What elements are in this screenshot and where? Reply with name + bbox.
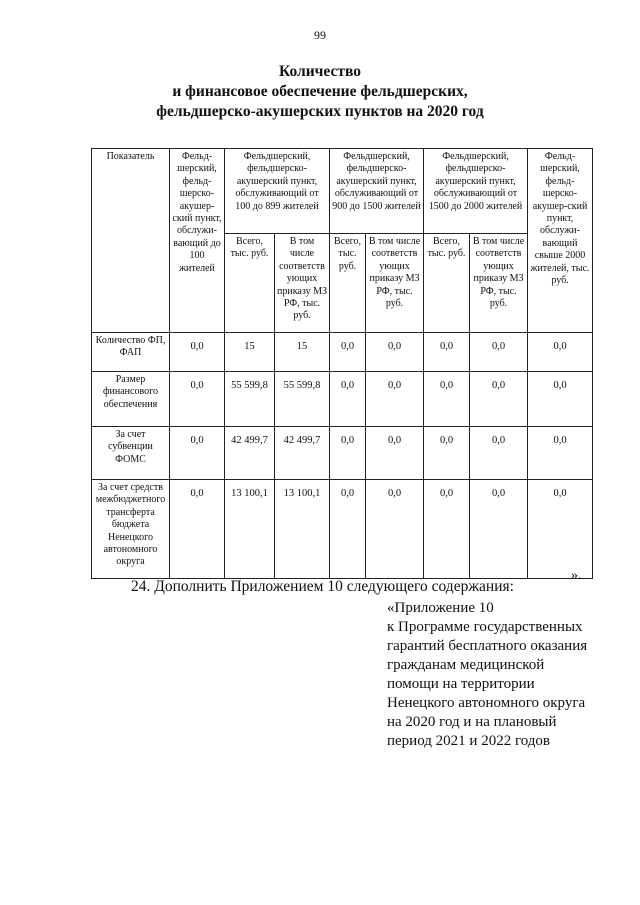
table-cell: 0,0 — [528, 480, 593, 579]
row-label: За счет субвенции ФОМС — [92, 427, 170, 480]
table-cell: 0,0 — [170, 372, 225, 427]
header-g2-total: Всего, тыс. руб. — [330, 234, 366, 333]
table-cell: 0,0 — [330, 372, 366, 427]
header-fp-up-to-100: Фельд-шерский, фельд-шерско-акушер-ский пункт, обслужи-вающий до 100 жителей — [170, 149, 225, 333]
table-cell: 0,0 — [330, 427, 366, 480]
table-cell: 15 — [225, 333, 275, 372]
header-indicator: Показатель — [92, 149, 170, 333]
header-row-1 — [92, 149, 593, 234]
appendix-line-4: гражданам медицинской — [387, 657, 545, 673]
header-g1-incl: В том числе соответств ующих приказу МЗ РФ, тыс. руб. — [275, 234, 330, 333]
header-group-100-899: Фельдшерский, фельдшерско-акушерский пункт, обслуживающий от 100 до 899 жителей — [225, 149, 330, 234]
table-row — [92, 333, 593, 372]
table-cell: 55 599,8 — [225, 372, 275, 427]
header-g3-total: Всего, тыс. руб. — [424, 234, 470, 333]
header-g1-total: Всего, тыс. руб. — [225, 234, 275, 333]
table-row — [92, 427, 593, 480]
table-cell: 0,0 — [528, 427, 593, 480]
header-g2-incl: В том числе соответств ующих приказу МЗ РФ, тыс. руб. — [366, 234, 424, 333]
header-fp-over-2000: Фельд-шерский, фельд-шерско-акушер-ский пункт, обслужи-вающий свыше 2000 жителей, тыс. руб. — [528, 149, 593, 333]
title-line-2: и финансовое обеспечение фельдшерских, — [172, 83, 468, 100]
table-row — [92, 372, 593, 427]
table-cell: 0,0 — [424, 333, 470, 372]
appendix-line-8: период 2021 и 2022 годов — [387, 733, 551, 749]
row-label: За счет средств межбюджетного трансферта бюджета Ненецкого автономного округа — [92, 480, 170, 579]
table-cell: 0,0 — [528, 333, 593, 372]
table-cell: 0,0 — [170, 427, 225, 480]
appendix-line-6: Ненецкого автономного округа — [387, 695, 586, 711]
header-g3-incl: В том числе соответств ующих приказу МЗ РФ, тыс. руб. — [470, 234, 528, 333]
table-cell: 0,0 — [366, 427, 424, 480]
table-cell: 42 499,7 — [225, 427, 275, 480]
header-group-900-1500: Фельдшерский, фельдшерско-акушерский пункт, обслуживающий от 900 до 1500 жителей — [330, 149, 424, 234]
title-line-1: Количество — [279, 63, 361, 80]
table-cell: 42 499,7 — [275, 427, 330, 480]
table-cell: 13 100,1 — [225, 480, 275, 579]
table-cell: 0,0 — [470, 427, 528, 480]
table-cell: 13 100,1 — [275, 480, 330, 579]
table-cell: 0,0 — [366, 480, 424, 579]
table-cell: 0,0 — [366, 333, 424, 372]
appendix-line-5: помощи на территории — [387, 676, 535, 692]
table-cell: 0,0 — [330, 333, 366, 372]
table-cell: 0,0 — [528, 372, 593, 427]
table-cell: 0,0 — [424, 480, 470, 579]
table-cell: 0,0 — [170, 480, 225, 579]
table-cell: 0,0 — [170, 333, 225, 372]
table-cell: 15 — [275, 333, 330, 372]
appendix-line-1: «Приложение 10 — [387, 600, 494, 616]
header-group-1500-2000: Фельдшерский, фельдшерско-акушерский пункт, обслуживающий от 1500 до 2000 жителей — [424, 149, 528, 234]
table-cell: 0,0 — [330, 480, 366, 579]
appendix-line-7: на 2020 год и на плановый — [387, 714, 557, 730]
closing-quote-mark: ». — [571, 568, 582, 583]
table-cell: 0,0 — [424, 372, 470, 427]
appendix-line-2: к Программе государственных — [387, 619, 583, 635]
table-cell: 0,0 — [470, 480, 528, 579]
document-title — [100, 62, 540, 122]
row-label: Размер финансового обеспечения — [92, 372, 170, 427]
row-label: Количество ФП, ФАП — [92, 333, 170, 372]
table-row — [92, 480, 593, 579]
appendix-header — [387, 599, 607, 751]
table-cell: 0,0 — [424, 427, 470, 480]
appendix-line-3: гарантий бесплатного оказания — [387, 638, 588, 654]
financing-table — [91, 148, 593, 579]
table-cell: 0,0 — [470, 372, 528, 427]
page-number: 99 — [314, 28, 326, 42]
table-cell: 0,0 — [470, 333, 528, 372]
table-cell: 55 599,8 — [275, 372, 330, 427]
title-line-3: фельдшерско-акушерских пунктов на 2020 год — [156, 103, 484, 120]
item-24-text: 24. Дополнить Приложением 10 следующего содержания: — [131, 578, 514, 595]
table-cell: 0,0 — [366, 372, 424, 427]
